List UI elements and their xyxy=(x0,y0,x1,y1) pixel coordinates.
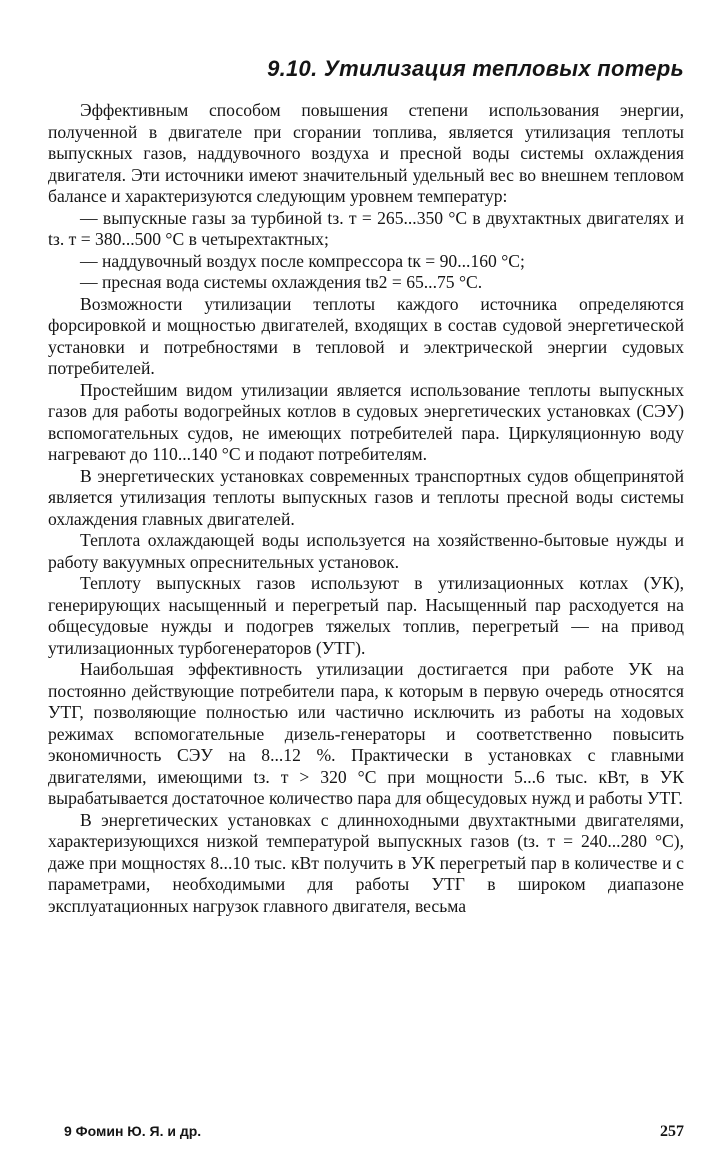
footer-signature: 9 Фомин Ю. Я. и др. xyxy=(64,1123,202,1139)
page-number: 257 xyxy=(660,1123,684,1140)
paragraph-intro: Эффективным способом повышения степени использования энергии, полученной в двигателе при сгорании топлива, является утилизация теплоты выпускных газов, наддувочного воздуха и пресной воды системы охлаждения двигателя. Эти источники имеют значительный удельный вес во внешнем тепловом балансе и характеризуются следующим уровнем температур: xyxy=(48,100,684,206)
list-item-fresh-water: — пресная вода системы охлаждения tв2 = 65...75 °С. xyxy=(80,272,483,292)
paragraph-simplest-utilization: Простейшим видом утилизации является использование теплоты выпускных газов для работы водогрейных котлов в судовых энергетических установках (СЭУ) вспомогательных судов, не имеющих потребителей пара. Циркуляционную воду нагревают до 110...140 °С и подают потребителям. xyxy=(48,379,684,464)
list-item-exhaust-gas: — выпускные газы за турбиной tз. т = 265...350 °С в двухтактных двигателях и tз. т = 380...500 °С в четырехтактных; xyxy=(48,207,684,249)
paragraph-greatest-efficiency: Наибольшая эффективность утилизации достигается при работе УК на постоянно действующие потребители пара, к которым в первую очередь относятся УТГ, позволяющие полностью или частично исключить из работы на ходовых режимах вспомогательные дизель-генераторы и соответственно повысить экономичность СЭУ на 8...12 %. Практически в установках с главными двигателями, имеющими tз. т > 320 °С при мощности 5...6 тыс. кВт, в УК вырабатывается достаточное количество пара для общесудовых нужд и работы УТГ. xyxy=(48,659,684,808)
paragraph-transport-ships: В энергетических установках современных транспортных судов общепринятой является утилизация теплоты выпускных газов и теплоты пресной воды системы охлаждения главных двигателей. xyxy=(48,465,684,529)
page-body xyxy=(48,56,684,917)
page-footer xyxy=(64,1123,684,1141)
paragraph-possibilities: Возможности утилизации теплоты каждого источника определяются форсировкой и мощностью двигателей, входящих в состав судовой энергетической установки и потребностями в тепловой и электрической энергии судовых потребителей. xyxy=(48,293,684,378)
section-title: 9.10. Утилизация тепловых потерь xyxy=(267,56,684,81)
paragraph-exhaust-boilers: Теплоту выпускных газов используют в утилизационных котлах (УК), генерирующих насыщенный и перегретый пар. Насыщенный пар расходуется на общесудовые нужды и подогрев тяжелых топлив, перегретый — на привод утилизационных турбогенераторов (УТГ). xyxy=(48,573,684,658)
list-item-charge-air: — наддувочный воздух после компрессора tк = 90...160 °С; xyxy=(80,250,525,271)
paragraph-cooling-water: Теплота охлаждающей воды используется на хозяйственно-бытовые нужды и работу вакуумных опреснительных установок. xyxy=(48,530,684,572)
paragraph-long-stroke-engines: В энергетических установках с длинноходными двухтактными двигателями, характеризующихся низкой температурой выпускных газов (tз. т = 240...280 °С), даже при мощностях 8...10 тыс. кВт получить в УК перегретый пар в количестве и с параметрами, необходимыми для работы УТГ в широком диапазоне эксплуатационных нагрузок главного двигателя, весьма xyxy=(48,809,684,916)
